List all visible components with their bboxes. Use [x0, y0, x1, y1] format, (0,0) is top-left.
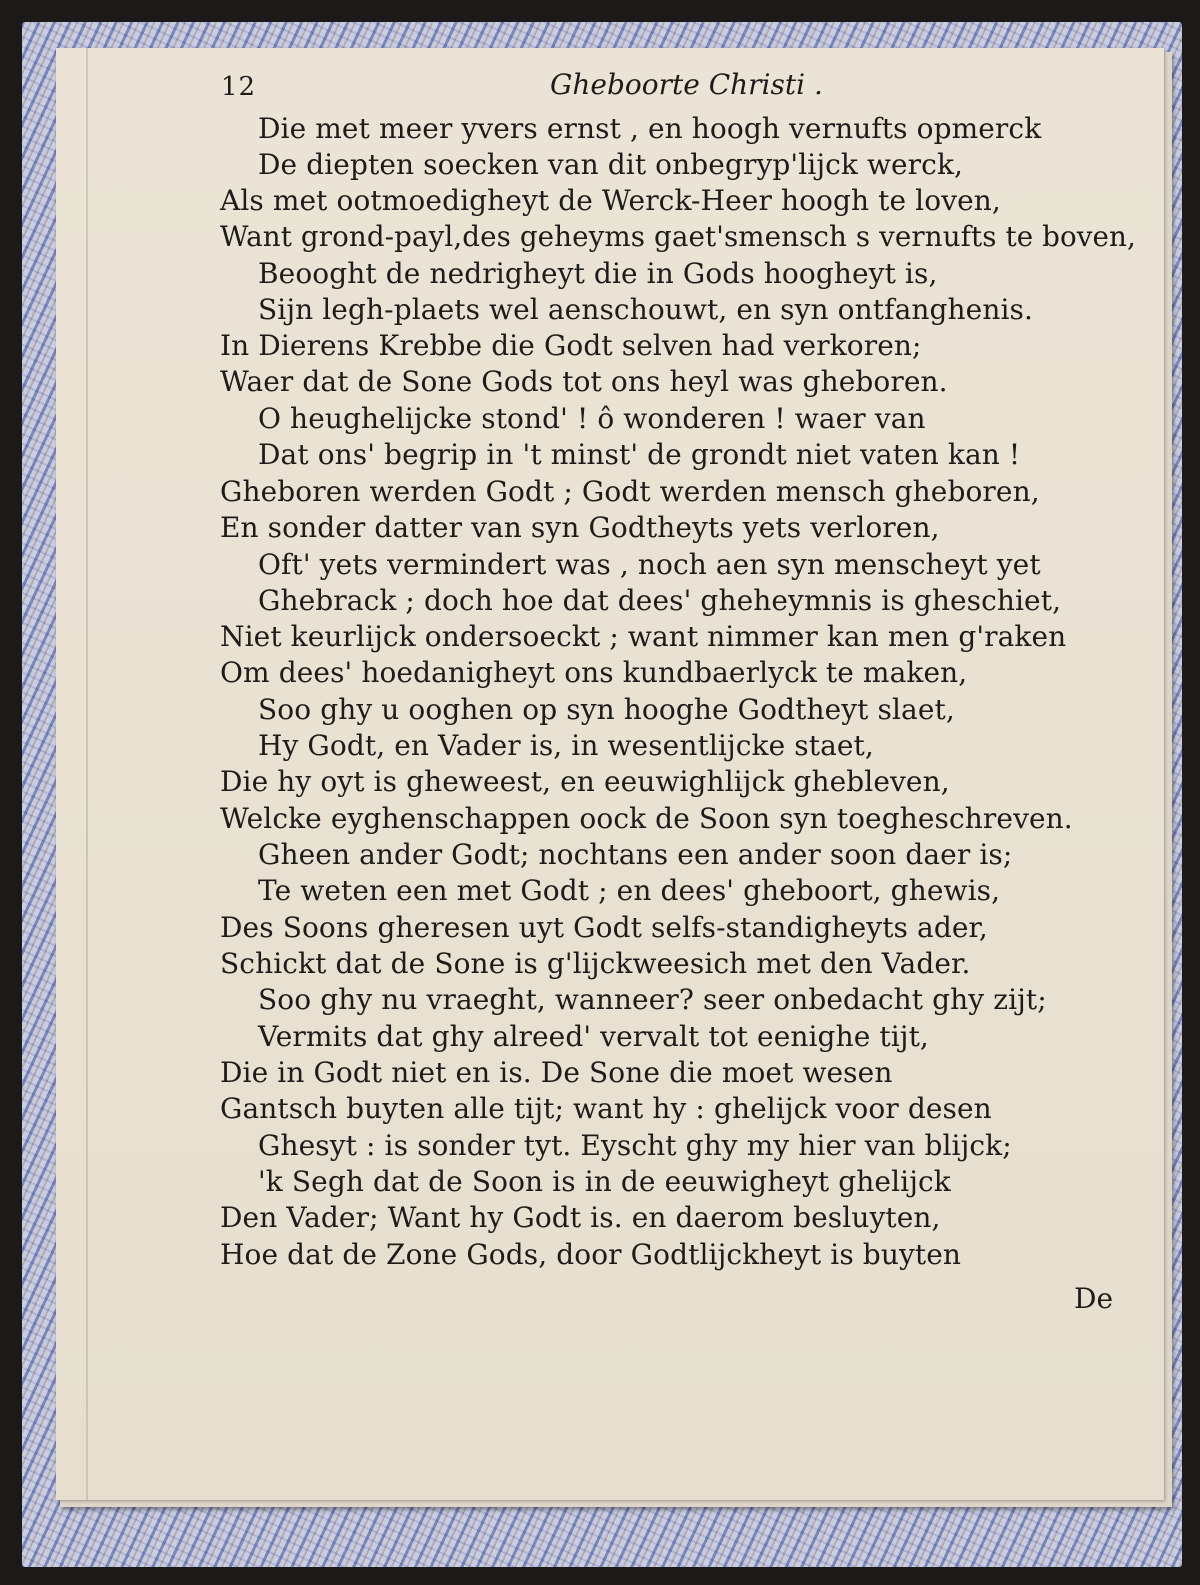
verse-line: Vermits dat ghy alreed' vervalt tot eenighe tijt,	[258, 1020, 929, 1053]
verse-line: Schickt dat de Sone is g'lijckweesich met den Vader.	[220, 947, 971, 980]
verse-line: Soo ghy u ooghen op syn hooghe Godtheyt slaet,	[258, 693, 955, 726]
verse-line: Die hy oyt is gheweest, en eeuwighlijck ghebleven,	[220, 765, 950, 798]
verse-line: Des Soons gheresen uyt Godt selfs-standigheyts ader,	[220, 911, 988, 944]
verse-line: Die met meer yvers ernst , en hoogh vernufts opmerck	[258, 112, 1042, 145]
verse-line: Te weten een met Godt ; en dees' gheboort, ghewis,	[258, 874, 1001, 907]
verse-line: Ghesyt : is sonder tyt. Eyscht ghy my hier van blijck;	[258, 1129, 1012, 1162]
verse-line: Oft' yets vermindert was , noch aen syn menscheyt yet	[258, 548, 1041, 581]
verse-line: Om dees' hoedanigheyt ons kundbaerlyck te maken,	[220, 656, 968, 689]
verse-line: Die in Godt niet en is. De Sone die moet wesen	[220, 1056, 893, 1089]
verse-line: En sonder datter van syn Godtheyts yets verloren,	[220, 511, 940, 544]
verse-line: Hy Godt, en Vader is, in wesentlijcke staet,	[258, 729, 874, 762]
verse-line: Waer dat de Sone Gods tot ons heyl was gheboren.	[220, 365, 948, 398]
verse-line: Dat ons' begrip in 't minst' de grondt niet vaten kan !	[258, 438, 1021, 471]
verse-block	[56, 48, 1164, 1500]
verse-line: 'k Segh dat de Soon is in de eeuwigheyt ghelijck	[258, 1165, 951, 1198]
running-head: Gheboorte Christi .	[550, 68, 823, 101]
catchword: De	[1074, 1282, 1114, 1315]
verse-line: Gheboren werden Godt ; Godt werden mensch gheboren,	[220, 475, 1040, 508]
verse-line: Beooght de nedrigheyt die in Gods hoogheyt is,	[258, 257, 938, 290]
verse-line: In Dierens Krebbe die Godt selven had verkoren;	[220, 329, 922, 362]
book-page	[56, 48, 1164, 1500]
page-number: 12	[221, 72, 257, 102]
verse-line: O heughelijcke stond' ! ô wonderen ! waer van	[258, 402, 926, 435]
verse-line: Ghebrack ; doch hoe dat dees' gheheymnis is gheschiet,	[258, 584, 1062, 617]
verse-line: Als met ootmoedigheyt de Werck-Heer hoogh te loven,	[220, 184, 1001, 217]
verse-line: Gantsch buyten alle tijt; want hy : ghelijck voor desen	[220, 1092, 992, 1125]
verse-line: Welcke eyghenschappen oock de Soon syn toegheschreven.	[220, 802, 1073, 835]
verse-line: Niet keurlijck ondersoeckt ; want nimmer kan men g'raken	[220, 620, 1067, 653]
verse-line: De diepten soecken van dit onbegryp'lijck werck,	[258, 148, 964, 181]
verse-line: Gheen ander Godt; nochtans een ander soon daer is;	[258, 838, 1013, 871]
verse-line: Sijn legh-plaets wel aenschouwt, en syn ontfanghenis.	[258, 293, 1033, 326]
verse-line: Soo ghy nu vraeght, wanneer? seer onbedacht ghy zijt;	[258, 983, 1047, 1016]
verse-line: Hoe dat de Zone Gods, door Godtlijckheyt is buyten	[220, 1238, 962, 1271]
verse-line: Want grond-payl,des geheyms gaet'smensch s vernufts te boven,	[220, 220, 1136, 253]
verse-line: Den Vader; Want hy Godt is. en daerom besluyten,	[220, 1201, 941, 1234]
